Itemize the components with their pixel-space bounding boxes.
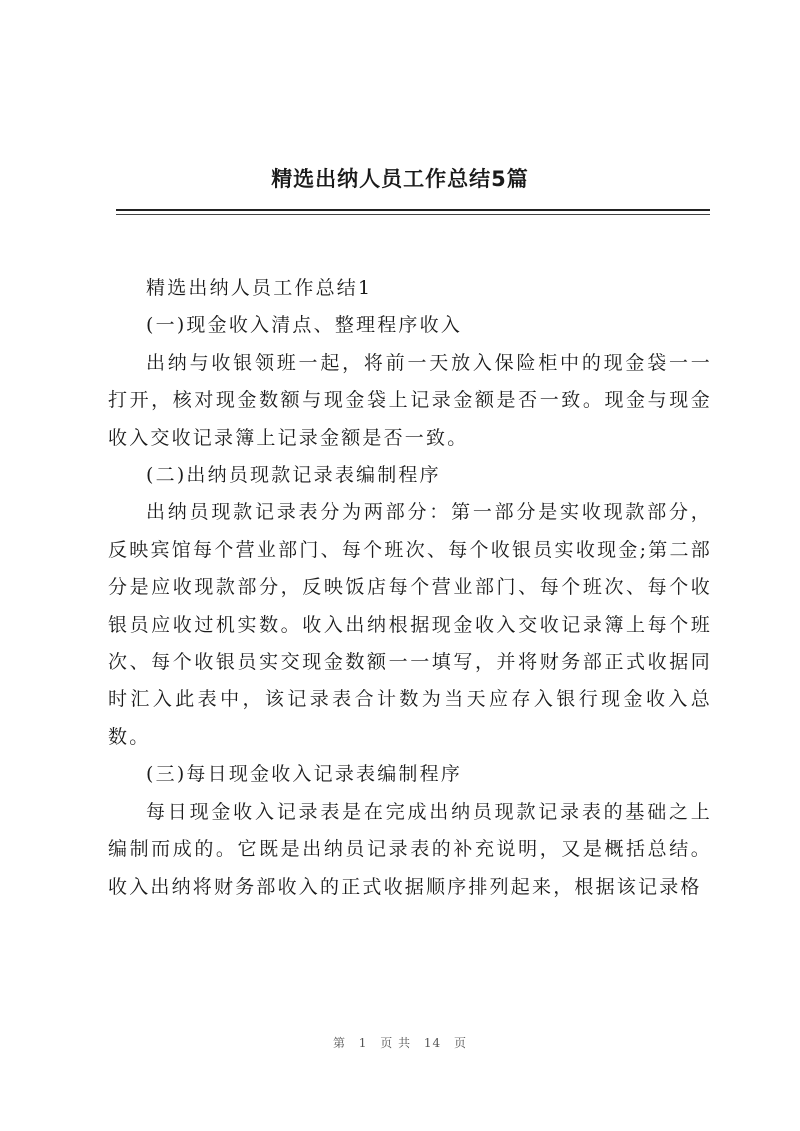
subsection-heading: (一)现金收入清点、整理程序收入	[146, 314, 463, 337]
section-heading: 精选出纳人员工作总结1	[146, 277, 373, 299]
document-title: 精选出纳人员工作总结5篇	[271, 167, 529, 191]
footer-page-number: 1	[358, 1036, 368, 1050]
document-body	[108, 270, 712, 906]
footer-middle: 页 共	[380, 1036, 412, 1050]
footer-suffix: 页	[454, 1036, 468, 1050]
footer-prefix: 第	[332, 1036, 346, 1050]
title-divider	[116, 209, 710, 211]
subsection-heading: (二)出纳员现款记录表编制程序	[146, 464, 441, 487]
body-paragraph: 出纳与收银领班一起，将前一天放入保险柜中的现金袋一一打开，核对现金数额与现金袋上记录金额是否一致。现金与现金收入交收记录簿上记录金额是否一致。	[108, 351, 712, 449]
body-paragraph: 每日现金收入记录表是在完成出纳员现款记录表的基础之上编制而成的。它既是出纳员记录表的补充说明，又是概括总结。收入出纳将财务部收入的正式收据顺序排列起来，根据该记录格	[108, 800, 712, 898]
footer-total-pages: 14	[423, 1036, 442, 1050]
page-footer	[0, 1034, 800, 1051]
subsection-heading: (三)每日现金收入记录表编制程序	[146, 763, 463, 786]
body-paragraph: 出纳员现款记录表分为两部分：第一部分是实收现款部分，反映宾馆每个营业部门、每个班次、每个收银员实收现金;第二部分是应收现款部分，反映饭店每个营业部门、每个班次、每个收银员应收过机实数。收入出纳根据现金收入交收记录簿上每个班次、每个收银员实交现金数额一一填写，并将财务部正式收据同时汇入此表中，该记录表合计数为当天应存入银行现金收入总数。	[108, 501, 712, 748]
title-divider-thin	[116, 214, 710, 215]
